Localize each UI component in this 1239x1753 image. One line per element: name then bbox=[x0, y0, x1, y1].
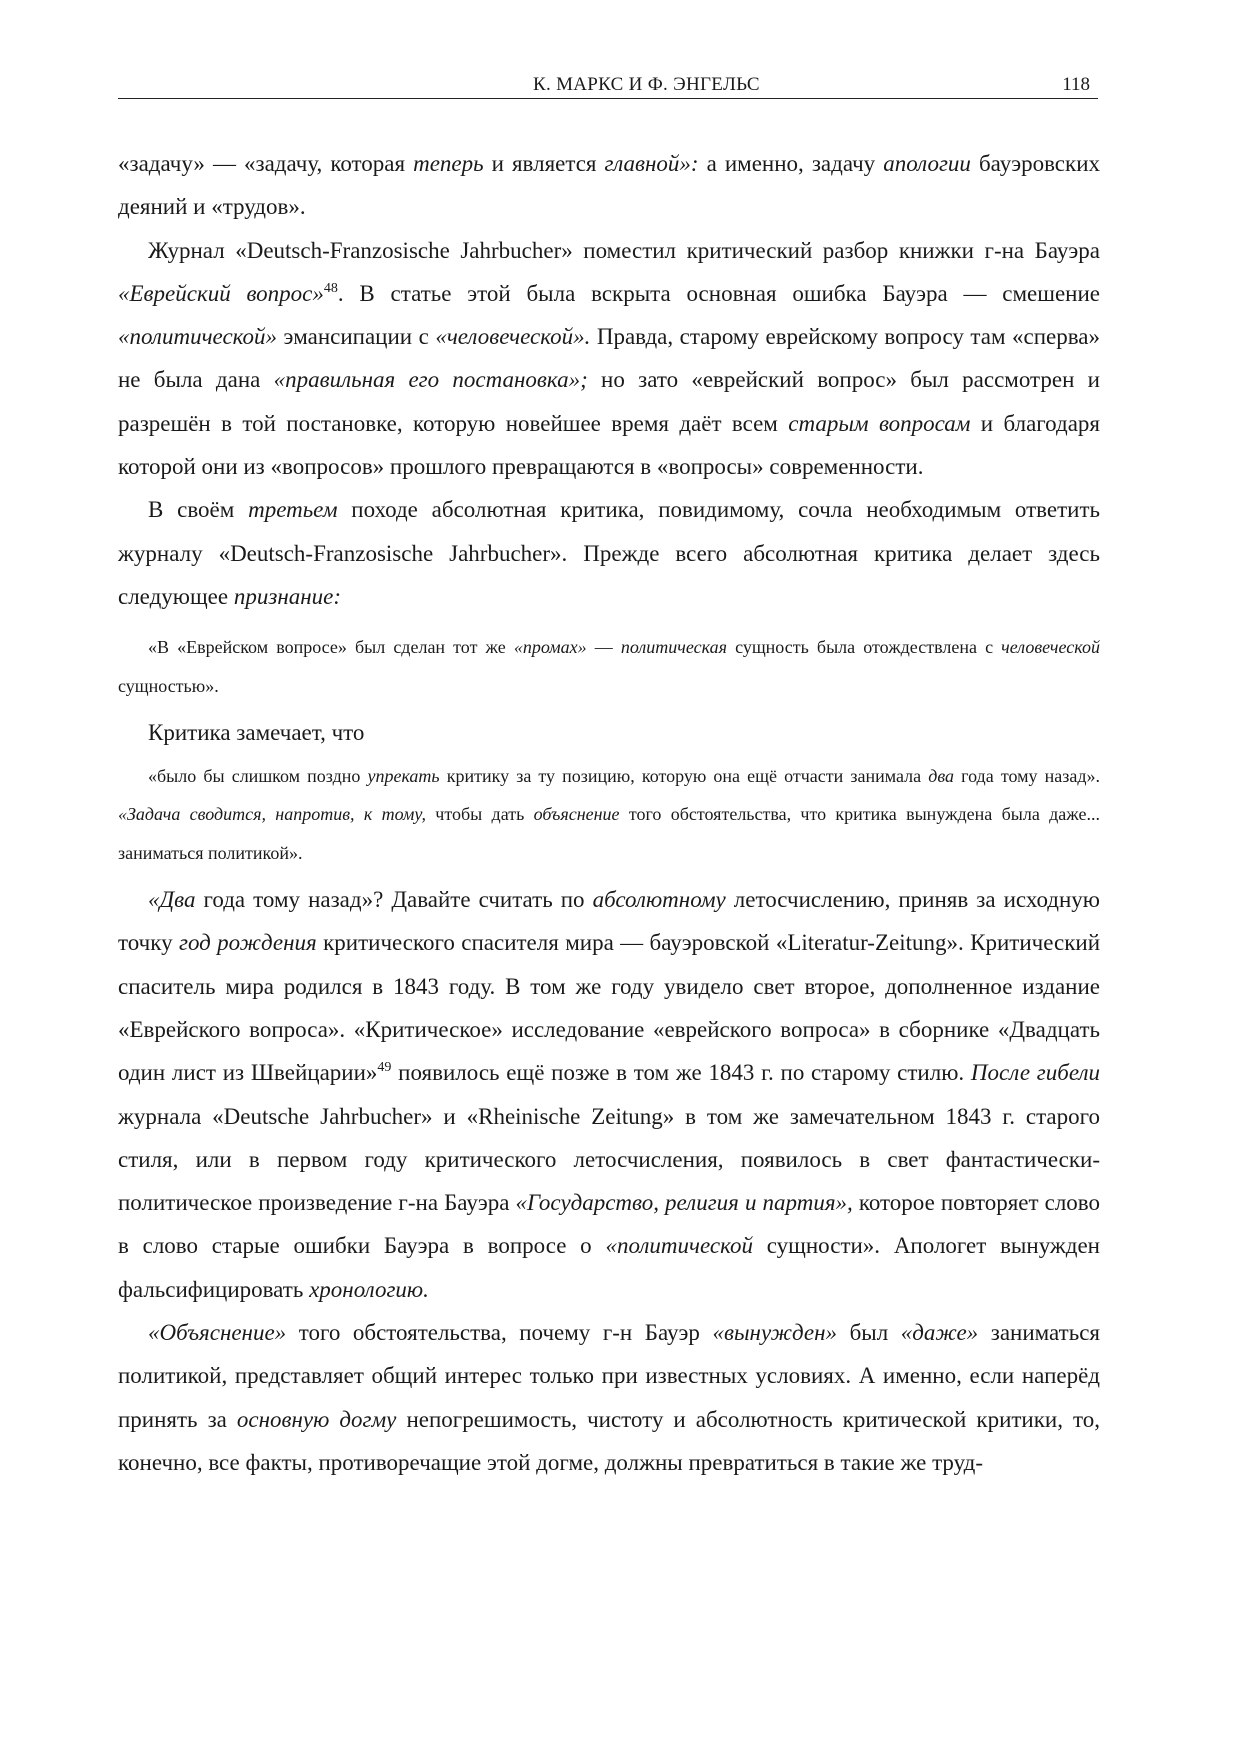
text-run: — bbox=[586, 637, 621, 658]
italic-run: теперь bbox=[413, 151, 484, 176]
italic-run: человеческой bbox=[1001, 637, 1100, 658]
paragraph-6 bbox=[118, 1311, 1100, 1484]
italic-run: третьем bbox=[248, 497, 338, 523]
italic-run: основную догму bbox=[236, 1406, 397, 1432]
text-run: и является bbox=[483, 151, 605, 176]
italic-run: «политической bbox=[605, 1233, 753, 1259]
text-run: заниматься политикой, представляет общий интерес только при известных условиях. А именно, если наперёд принять за bbox=[118, 1320, 1100, 1432]
running-header bbox=[118, 70, 1098, 99]
text-run: Критика замечает, что bbox=[148, 720, 365, 746]
italic-run: главной»: bbox=[604, 151, 699, 176]
italic-run: год рождения bbox=[178, 930, 317, 956]
text-run: того обстоятельства, что критика вынуждена была даже... заниматься политикой». bbox=[118, 804, 1100, 863]
page-number: 118 bbox=[1062, 74, 1090, 95]
text-run: летосчислению, приняв за исходную точку bbox=[118, 887, 1100, 956]
block-quote-2 bbox=[118, 757, 1100, 873]
text-run: и благодаря которой они из «вопросов» прошлого превращаются в «вопросы» современности. bbox=[118, 410, 1100, 480]
text-run: «задачу» — «задачу, которая bbox=[118, 151, 414, 176]
italic-run: два bbox=[928, 765, 955, 786]
italic-run: апологии bbox=[883, 151, 971, 176]
paragraph-1 bbox=[118, 142, 1100, 229]
text-run: Правда, старому еврейскому вопросу там «сперва» не была дана bbox=[118, 324, 1100, 393]
text-run: непогрешимость, чистоту и абсолютность критической критики, то, конечно, все факты, противоречащие этой догме, должны превратиться в такие же труд- bbox=[118, 1406, 1101, 1475]
italic-run: «Два bbox=[148, 887, 196, 913]
paragraph-4 bbox=[118, 711, 1100, 754]
paragraph-2 bbox=[118, 229, 1100, 489]
italic-run: упрекать bbox=[367, 765, 440, 786]
text-run: сущность была отождествлена с bbox=[726, 637, 1002, 658]
italic-run: политическая bbox=[620, 637, 727, 658]
italic-run: «даже» bbox=[900, 1320, 979, 1346]
text-run: появилось ещё позже в том же 1843 г. по старому стилю. bbox=[391, 1060, 971, 1086]
italic-run: хронологию. bbox=[309, 1276, 429, 1302]
text-run: которое повторяет слово в слово старые ошибки Бауэра в вопросе о bbox=[118, 1190, 1100, 1259]
text-run: «было бы слишком поздно bbox=[148, 765, 368, 786]
text-run: был bbox=[837, 1320, 901, 1346]
text-run: Журнал «Deutsch-Franzosische Jahrbucher» поместил критический разбор книжки г-на Бауэра bbox=[148, 237, 1100, 263]
italic-run: «Задача сводится, напротив, к тому, bbox=[118, 804, 426, 825]
italic-run: старым вопросам bbox=[788, 410, 971, 436]
footnote-ref-48[interactable]: 48 bbox=[323, 280, 338, 296]
header-title: К. МАРКС И Ф. ЭНГЕЛЬС bbox=[533, 74, 760, 95]
italic-run: абсолютному bbox=[592, 887, 726, 913]
text-run: сущностью». bbox=[118, 675, 219, 696]
text-run: а именно, задачу bbox=[698, 151, 884, 176]
text-run: В своём bbox=[148, 497, 249, 523]
text-run: «В «Еврейском вопросе» был сделан тот же bbox=[148, 637, 514, 658]
italic-run: «вынужден» bbox=[712, 1320, 838, 1346]
text-run: но зато «еврейский вопрос» был рассмотрен и разрешён в той постановке, которую новейшее время даёт всем bbox=[118, 367, 1100, 436]
text-run: журнала «Deutsche Jahrbucher» и «Rheinische Zeitung» в том же замечательном 1843 г. старого стиля, или в первом году критического летосчисления, появилось в свет фантастически-политическое произведение г-на Бауэра bbox=[118, 1103, 1100, 1216]
block-quote-1 bbox=[118, 628, 1100, 705]
italic-run: «политической» bbox=[118, 324, 278, 350]
text-run: . В статье этой была вскрыта основная ошибка Бауэра — смешение bbox=[337, 280, 1100, 306]
italic-run: «Еврейский вопрос» bbox=[118, 280, 324, 306]
italic-run: «правильная его постановка»; bbox=[273, 367, 588, 393]
text-run: критического спасителя мира — бауэровской «Literatur-Zeitung». Критический спаситель мира родился в 1843 году. В том же году увидело свет второе, дополненное издание «Еврейского вопроса». «Критическое» исследование «еврейского вопроса» в сборнике «Двадцать один лист из Швейцарии» bbox=[118, 930, 1101, 1086]
italic-run: «промах» bbox=[513, 637, 587, 658]
text-run: походе абсолютная критика, повидимому, сочла необходимым ответить журналу «Deutsch-Franzosische Jahrbucher». Прежде всего абсолютная критика делает здесь следующее bbox=[118, 497, 1100, 609]
text-run: бауэровских деяний и «трудов». bbox=[118, 151, 1101, 220]
text-run: чтобы дать bbox=[425, 804, 534, 825]
text-run: эмансипации с bbox=[277, 324, 436, 350]
italic-run: признание: bbox=[233, 583, 342, 609]
italic-run: «человеческой». bbox=[435, 324, 591, 350]
paragraph-5 bbox=[118, 878, 1100, 1311]
page-body bbox=[118, 142, 1100, 1484]
text-run: года тому назад». bbox=[954, 765, 1100, 786]
italic-run: «Государство, религия и партия», bbox=[515, 1190, 853, 1216]
italic-run: После гибели bbox=[970, 1060, 1100, 1086]
paragraph-3 bbox=[118, 488, 1100, 618]
text-run: года тому назад»? Давайте считать по bbox=[195, 887, 593, 913]
italic-run: объяснение bbox=[533, 804, 620, 825]
text-run: критику за ту позицию, которую она ещё отчасти занимала bbox=[439, 765, 929, 786]
footnote-ref-49[interactable]: 49 bbox=[377, 1060, 392, 1076]
text-run: того обстоятельства, почему г-н Бауэр bbox=[286, 1320, 713, 1346]
italic-run: «Объяснение» bbox=[148, 1320, 287, 1346]
text-run: сущности». Апологет вынужден фальсифицировать bbox=[118, 1233, 1100, 1302]
